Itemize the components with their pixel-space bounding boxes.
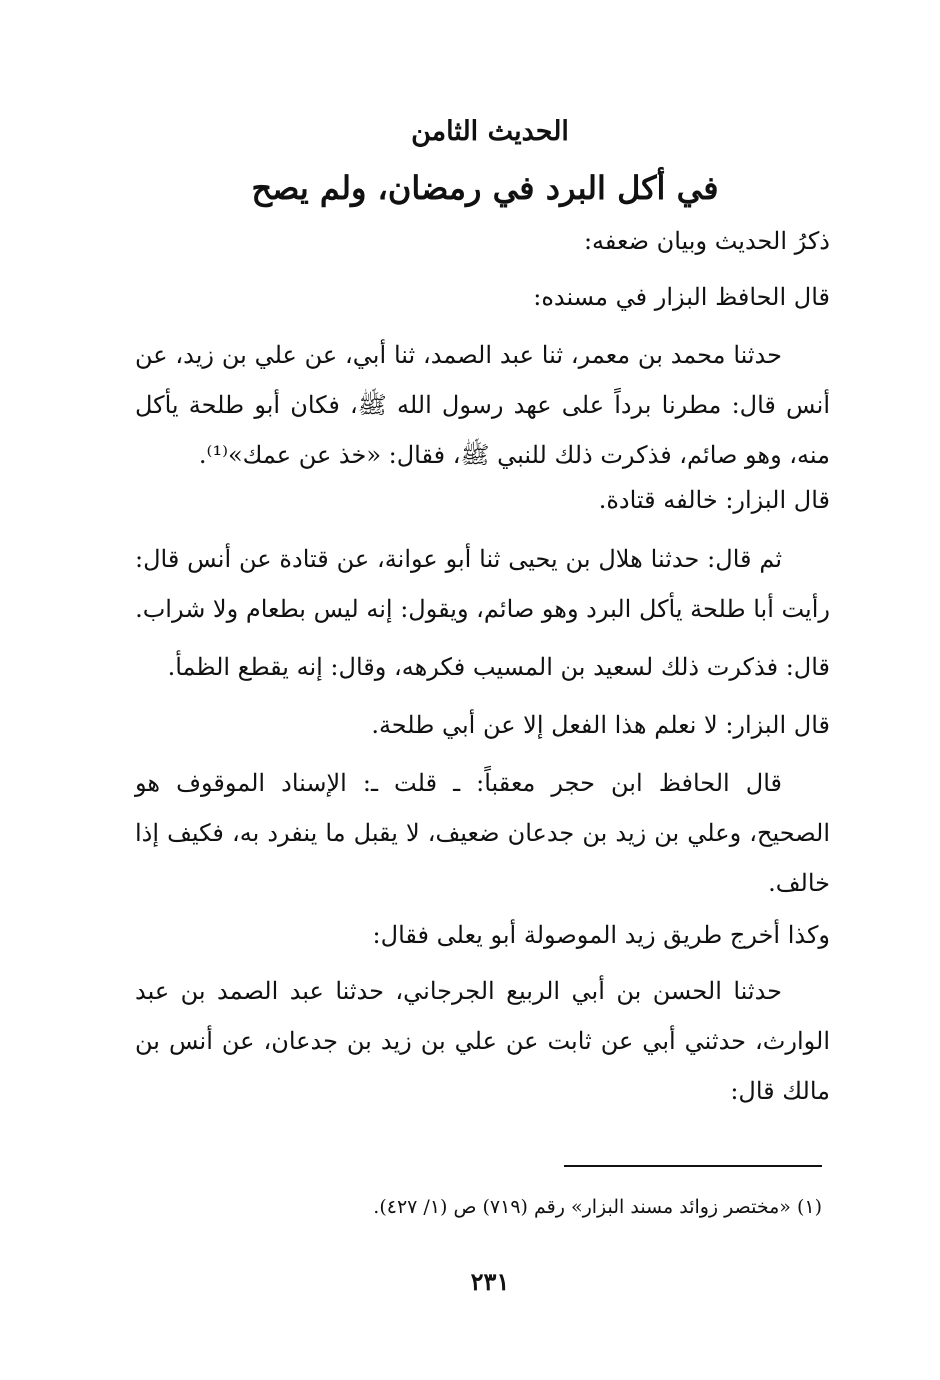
- page-number: ٢٣١: [470, 1267, 510, 1296]
- footnote: (١) «مختصر زوائد مسند البزار» رقم (٧١٩) ص (١/ ٤٢٧).: [373, 1196, 822, 1218]
- paragraph-bazzar-comment-2: قال البزار: لا نعلم هذا الفعل إلا عن أبي طلحة.: [371, 711, 830, 739]
- paragraph-bazzar-comment-1: قال البزار: خالفه قتادة.: [598, 486, 830, 514]
- paragraph-ibn-hajar: قال الحافظ ابن حجر معقباً: ـ قلت ـ: الإسناد الموقوف هو الصحيح، وعلي بن زيد بن جدعان ضعيف، لا يقبل ما ينفرد به، فكيف إذا خالف.: [135, 769, 830, 897]
- hadith-title-heading: في أكل البرد في رمضان، ولم يصح: [251, 169, 719, 207]
- paragraph-intro: ذكرُ الحديث وبيان ضعفه:: [583, 227, 830, 255]
- paragraph-bazzar-musnad: قال الحافظ البزار في مسنده:: [533, 283, 830, 311]
- hadith-number-heading: الحديث الثامن: [411, 116, 569, 147]
- paragraph-hadith-chain-1: حدثنا محمد بن معمر، ثنا عبد الصمد، ثنا أبي، عن علي بن زيد، عن أنس قال: مطرنا برداً على عهد رسول الله ﷺ، فكان أبو طلحة يأكل منه، وهو صائم، فذكرت ذلك للنبي ﷺ، فقال: «خذ عن عمك»⁽¹⁾.: [135, 341, 830, 469]
- paragraph-hadith-chain-3: حدثنا الحسن بن أبي الربيع الجرجاني، حدثنا عبد الصمد بن عبد الوارث، حدثني أبي عن ثابت عن علي بن زيد بن جدعان، عن أنس بن مالك قال:: [135, 977, 830, 1105]
- footnote-separator: [564, 1165, 822, 1167]
- paragraph-ibn-musayyib: قال: فذكرت ذلك لسعيد بن المسيب فكرهه، وقال: إنه يقطع الظمأ.: [167, 653, 830, 681]
- paragraph-abu-yala: وكذا أخرج طريق زيد الموصولة أبو يعلى فقال:: [372, 921, 830, 949]
- paragraph-hadith-chain-2: ثم قال: حدثنا هلال بن يحيى ثنا أبو عوانة، عن قتادة عن أنس قال: رأيت أبا طلحة يأكل البرد وهو صائم، ويقول: إنه ليس بطعام ولا شراب.: [135, 545, 830, 623]
